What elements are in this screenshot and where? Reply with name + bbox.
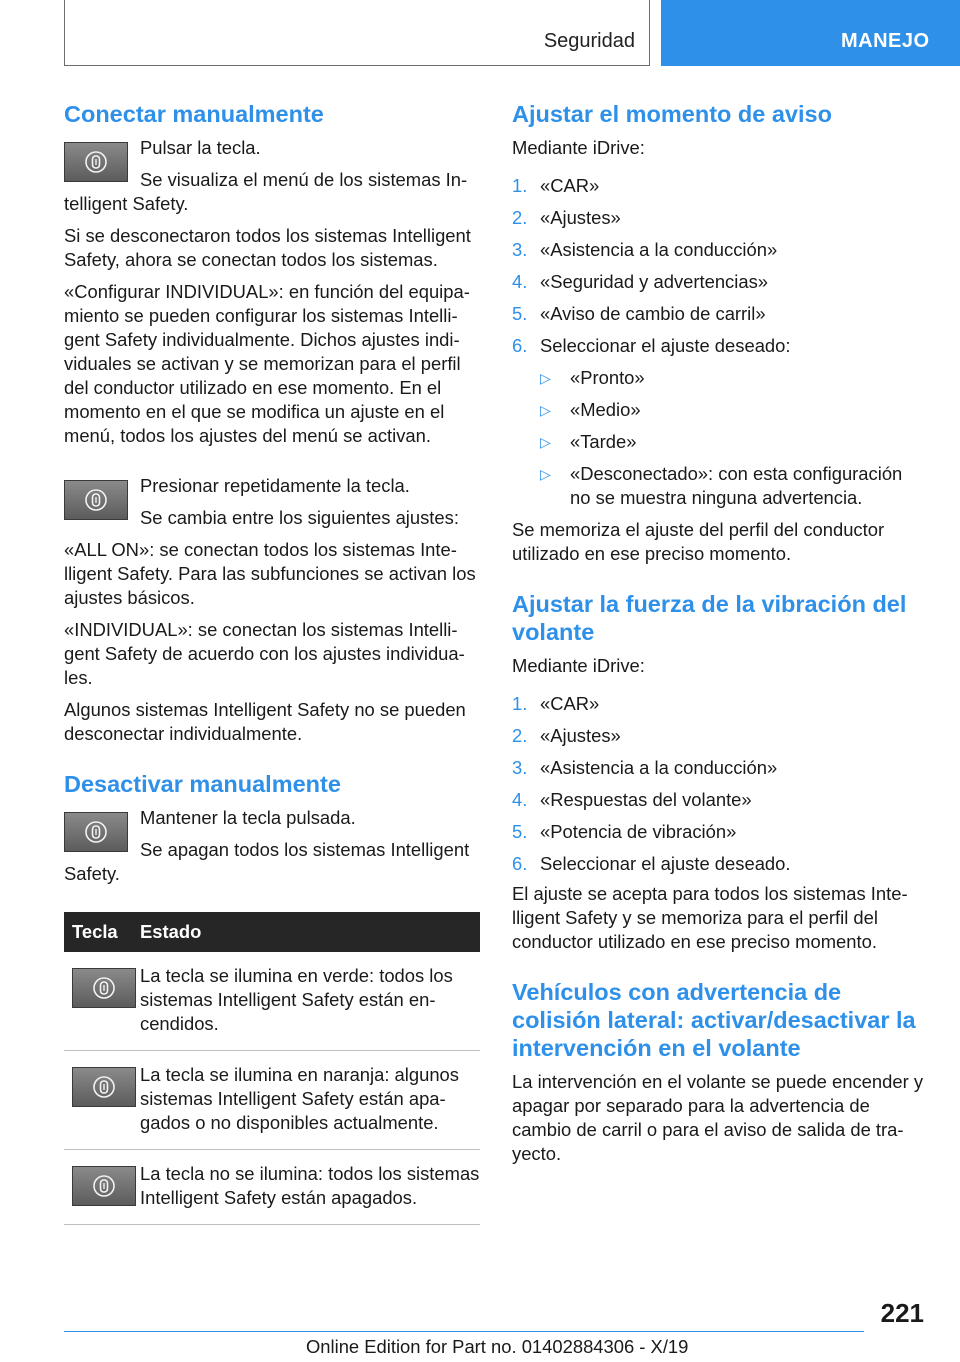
steps-vibration (512, 692, 924, 876)
list-item (540, 398, 924, 422)
steps-warning-time (512, 174, 924, 358)
intelligent-safety-key-icon (64, 142, 128, 182)
heading-warning-time: Ajustar el momento de aviso (512, 101, 832, 127)
step-number: 4. (512, 271, 528, 292)
some-systems-text: Algunos sistemas Intelligent Safety no se pueden desconectar individualmente. (64, 699, 466, 744)
repeat-key-block (64, 474, 482, 530)
triangle-bullet-icon: ▷ (540, 402, 551, 418)
individual-text: «INDIVIDUAL»: se conectan los sistemas Intelligent Safety de acuerdo con los ajustes individuales. (64, 619, 465, 688)
list-item (512, 692, 924, 716)
heading-disconnect-manually: Desactivar manualmente (64, 771, 341, 797)
step-text: Seleccionar el ajuste deseado: (540, 335, 791, 356)
all-on-text: «ALL ON»: se conectan todos los sistemas Intelligent Safety. Para las subfunciones se activan los ajustes básicos. (64, 539, 476, 608)
disconnect-key-block (64, 806, 482, 830)
table-cell-status: La tecla se ilumina en verde: todos los sistemas Intelligent Safety están encendidos. (140, 952, 480, 1051)
right-column (512, 100, 924, 1166)
list-item (512, 174, 924, 198)
footer-divider (64, 1331, 864, 1332)
triangle-bullet-icon: ▷ (540, 370, 551, 386)
via-idrive-2: Mediante iDrive: (512, 655, 645, 676)
step-number: 3. (512, 239, 528, 260)
step-number: 3. (512, 757, 528, 778)
step-number: 6. (512, 853, 528, 874)
step-number: 1. (512, 693, 528, 714)
step-text: «Asistencia a la conducción» (540, 239, 778, 260)
list-item (512, 238, 924, 262)
connect-key-block (64, 136, 482, 160)
table-row (64, 1051, 480, 1150)
heading-vibration: Ajustar la fuerza de la vibración del volante (512, 591, 907, 645)
edition-text: Online Edition for Part no. 01402884306 - X/19 (306, 1336, 689, 1357)
step-number: 2. (512, 207, 528, 228)
step-number: 2. (512, 725, 528, 746)
list-item (512, 206, 924, 230)
table-header-key: Tecla (64, 912, 140, 952)
step-text: «Potencia de vibración» (540, 821, 737, 842)
header-section-tab (64, 0, 650, 66)
chapter-title: MANEJO (841, 30, 930, 52)
table-cell-status: La tecla se ilumina en naranja: algunos sistemas Intelligent Safety están apagados o no disponibles actualmente. (140, 1051, 480, 1150)
memo-text-1: Se memoriza el ajuste del perfil del conductor utilizado en ese preciso momento. (512, 519, 885, 564)
step-number: 1. (512, 175, 528, 196)
table-cell-status: La tecla no se ilumina: todos los sistemas Intelligent Safety están apagados. (140, 1150, 480, 1225)
step-text: Seleccionar el ajuste deseado. (540, 853, 791, 874)
connect-text-4: «Configurar INDIVIDUAL»: en función del equipamiento se pueden configurar los sistemas Intelligent Safety individualmente. Dichos ajustes individuales se activan y se memorizan para el perfil del conductor utilizado en ese momento. En el momento en el que se modifica un ajuste en el menú, todos los ajustes del menú se activan. (64, 281, 470, 446)
memo-text-2: El ajuste se acepta para todos los sistemas Intelligent Safety y se memoriza para el perfil del conductor utilizado en ese preciso momento. (512, 883, 908, 952)
table-row (64, 1150, 480, 1225)
step-number: 6. (512, 335, 528, 356)
step-number: 5. (512, 821, 528, 842)
page-number: 221 (880, 1298, 924, 1328)
step-number: 5. (512, 303, 528, 324)
key-orange-icon (72, 1067, 136, 1107)
step-number: 4. (512, 789, 528, 810)
triangle-bullet-icon: ▷ (540, 466, 551, 482)
connect-text-1: Pulsar la tecla. (140, 137, 261, 158)
heading-lateral-collision: Vehículos con advertencia de colisión lateral: activar/desactivar la intervención en el volante (512, 979, 916, 1061)
step-text: «CAR» (540, 693, 600, 714)
list-item (512, 820, 924, 844)
heading-connect-manually: Conectar manualmente (64, 101, 324, 127)
step-text: «Aviso de cambio de carril» (540, 303, 766, 324)
list-item (512, 334, 924, 358)
step-text: «Asistencia a la conducción» (540, 757, 778, 778)
key-green-icon (72, 968, 136, 1008)
intelligent-safety-key-icon (64, 812, 128, 852)
connect-text-3: Si se desconectaron todos los sistemas Intelligent Safety, ahora se conectan todos los sistemas. (64, 225, 471, 270)
list-item (512, 270, 924, 294)
option-text: «Pronto» (570, 367, 645, 388)
disconnect-text-2: Se apagan todos los sistemas Intelligent Safety. (64, 839, 470, 884)
step-text: «Seguridad y advertencias» (540, 271, 768, 292)
option-text: «Desconectado»: con esta configuración no se muestra ninguna advertencia. (570, 463, 903, 508)
option-text: «Tarde» (570, 431, 637, 452)
list-item (512, 302, 924, 326)
step-text: «Ajustes» (540, 207, 621, 228)
triangle-bullet-icon: ▷ (540, 434, 551, 450)
list-item (540, 462, 924, 510)
via-idrive-1: Mediante iDrive: (512, 137, 645, 158)
list-item (540, 366, 924, 390)
intelligent-safety-key-icon (64, 480, 128, 520)
header-chapter-tab (661, 0, 960, 66)
disconnect-text-1: Mantener la tecla pulsada. (140, 807, 356, 828)
list-item (540, 430, 924, 454)
step-text: «CAR» (540, 175, 600, 196)
list-item (512, 788, 924, 812)
step-text: «Respuestas del volante» (540, 789, 752, 810)
option-text: «Medio» (570, 399, 641, 420)
list-item (512, 724, 924, 748)
repeat-text-2: Se cambia entre los siguientes ajustes: (140, 507, 459, 528)
section-title: Seguridad (543, 30, 635, 52)
key-status-table (64, 912, 480, 1225)
table-row (64, 952, 480, 1051)
list-item (512, 852, 924, 876)
repeat-text-1: Presionar repetidamente la tecla. (140, 475, 410, 496)
lateral-text: La intervención en el volante se puede encender y apagar por separado para la advertencia de cambio de carril o para el aviso de salida de trayecto. (512, 1071, 924, 1164)
table-header-status: Estado (140, 912, 480, 952)
left-column (64, 100, 482, 1225)
list-item (512, 756, 924, 780)
key-off-icon (72, 1166, 136, 1206)
step-text: «Ajustes» (540, 725, 621, 746)
warning-time-options (540, 366, 924, 510)
connect-text-2: Se visualiza el menú de los sistemas Intelligent Safety. (64, 169, 468, 214)
